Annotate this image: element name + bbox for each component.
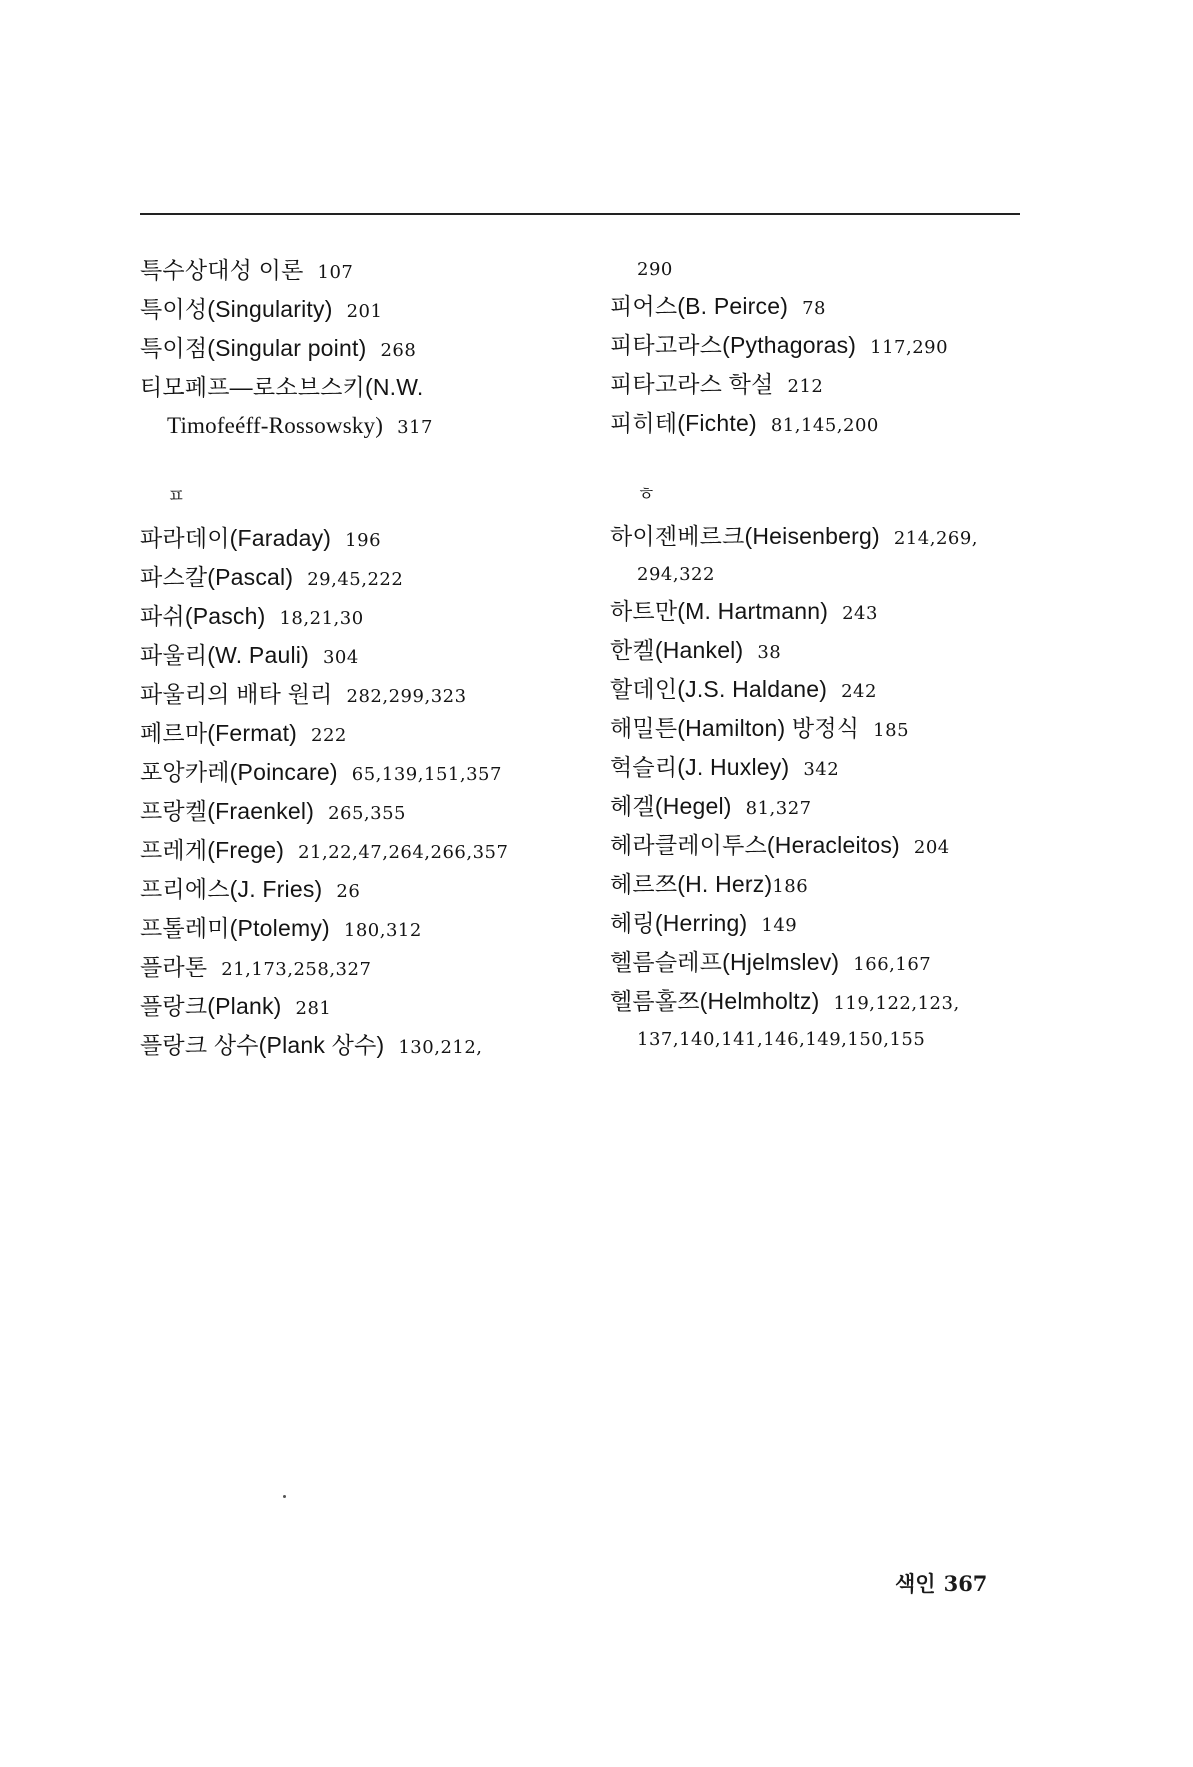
entry-term: 프톨레미(Ptolemy) [140, 915, 330, 941]
page-number: 367 [943, 1571, 988, 1596]
entry-term: 플랑크 상수(Plank 상수) [140, 1032, 385, 1058]
entry-term: 플라톤 [140, 954, 208, 980]
print-speck [283, 1495, 286, 1498]
index-entry [140, 871, 610, 910]
index-entry [140, 252, 610, 291]
index-column-left [140, 252, 610, 1066]
entry-pages: 180,312 [343, 920, 422, 941]
entry-term: 피타고라스 학설 [610, 371, 774, 397]
entry-pages-continuation: 290 [637, 259, 673, 280]
entry-pages: 81,145,200 [770, 415, 879, 436]
entry-term: 해밀튼(Hamilton) 방정식 [610, 715, 860, 741]
entry-term: 파스칼(Pascal) [140, 564, 294, 590]
entry-pages: 29,45,222 [307, 569, 404, 590]
entry-term: 포앙카레(Poincare) [140, 759, 338, 785]
index-entry [140, 1027, 610, 1066]
entry-pages: 26 [336, 881, 361, 902]
entry-pages: 212 [787, 376, 824, 397]
entry-pages: 81,327 [745, 798, 812, 819]
section-heading: ㅍ [167, 485, 186, 507]
index-entry [140, 949, 610, 988]
entry-pages: 130,212, [398, 1037, 483, 1058]
index-entry [140, 598, 610, 637]
index-entry [140, 910, 610, 949]
entry-term: 피히테(Fichte) [610, 410, 757, 436]
entry-pages: 222 [311, 725, 347, 746]
index-entry [610, 905, 1080, 944]
index-entry [140, 369, 610, 408]
entry-term: 특이점(Singular point) [140, 335, 367, 361]
entry-term: 헤링(Herring) [610, 910, 748, 936]
index-entry [140, 520, 610, 559]
entry-pages-continuation: 137,140,141,146,149,150,155 [637, 1029, 926, 1050]
index-entry [610, 788, 1080, 827]
entry-pages: 342 [803, 759, 840, 780]
index-entry [140, 793, 610, 832]
entry-term: 티모페프—로소브스키(N.W. [140, 374, 424, 400]
entry-pages-continuation: 294,322 [637, 564, 715, 585]
entry-term: 헬름홀쯔(Helmholtz) [610, 988, 820, 1014]
entry-pages: 282,299,323 [346, 686, 467, 707]
entry-term: 하이젠베르크(Heisenberg) [610, 523, 880, 549]
entry-pages: 21,22,47,264,266,357 [298, 842, 509, 863]
entry-pages: 204 [913, 837, 950, 858]
entry-pages: 265,355 [328, 803, 406, 824]
top-rule [140, 213, 1020, 215]
index-entry [610, 710, 1080, 749]
entry-pages: 196 [345, 530, 382, 551]
entry-pages: 268 [380, 340, 417, 361]
entry-pages: 78 [802, 298, 826, 319]
entry-pages: 185 [873, 720, 910, 741]
entry-pages: 149 [761, 915, 798, 936]
index-entry [140, 715, 610, 754]
entry-term: 헉슬리(J. Huxley) [610, 754, 790, 780]
index-entry [610, 405, 1080, 444]
entry-term: 한켈(Hankel) [610, 637, 744, 663]
entry-term: 헬름슬레프(Hjelmslev) [610, 949, 840, 975]
entry-pages: 281 [295, 998, 332, 1019]
footer-label: 색인 [895, 1572, 936, 1596]
entry-pages: 304 [322, 647, 359, 668]
entry-term: 파쉬(Pasch) [140, 603, 266, 629]
entry-pages: 243 [842, 603, 878, 624]
entry-pages: 186 [772, 876, 809, 897]
entry-term: 프리에스(J. Fries) [140, 876, 323, 902]
entry-pages: 166,167 [853, 954, 932, 975]
entry-pages: 21,173,258,327 [221, 959, 372, 980]
entry-term: 할데인(J.S. Haldane) [610, 676, 828, 702]
entry-pages: 117,290 [870, 337, 949, 358]
entry-term: 특수상대성 이론 [140, 257, 304, 283]
entry-pages: 65,139,151,357 [351, 764, 502, 785]
entry-term: 하트만(M. Hartmann) [610, 598, 829, 624]
index-entry [610, 327, 1080, 366]
page-footer [895, 1568, 987, 1598]
index-entry [140, 330, 610, 369]
entry-pages: 317 [397, 417, 433, 438]
index-entry [140, 988, 610, 1027]
entry-term: 특이성(Singularity) [140, 296, 333, 322]
index-entry-continuation [140, 408, 610, 446]
index-column-right [610, 252, 1080, 1058]
entry-term: 헤르쯔(H. Herz) [610, 871, 773, 897]
index-entry [610, 288, 1080, 327]
index-entry [610, 944, 1080, 983]
entry-pages: 242 [841, 681, 877, 702]
entry-term: 페르마(Fermat) [140, 720, 298, 746]
entry-term: 헤겔(Hegel) [610, 793, 732, 819]
entry-term: 피어스(B. Peirce) [610, 293, 789, 319]
index-entry [610, 593, 1080, 632]
index-entry [610, 866, 1080, 905]
index-entry [610, 749, 1080, 788]
entry-pages: 214,269, [893, 528, 979, 549]
entry-term: 파라데이(Faraday) [140, 525, 332, 551]
entry-term: 프레게(Frege) [140, 837, 285, 863]
index-entry [610, 827, 1080, 866]
index-entry [610, 671, 1080, 710]
entry-term: 헤라클레이투스(Heracleitos) [610, 832, 900, 858]
entry-term: 파울리(W. Pauli) [140, 642, 309, 668]
entry-term: 프랑켈(Fraenkel) [140, 798, 315, 824]
index-entry [140, 291, 610, 330]
index-entry [140, 832, 610, 871]
entry-term: 플랑크(Plank) [140, 993, 282, 1019]
index-entry [610, 518, 1080, 557]
section-heading: ㅎ [637, 483, 656, 505]
entry-pages: 201 [346, 301, 383, 322]
entry-pages: 119,122,123, [833, 993, 960, 1014]
index-entry [610, 983, 1080, 1022]
index-entry [140, 559, 610, 598]
entry-pages: 107 [317, 262, 354, 283]
entry-term: 파울리의 배타 원리 [140, 681, 333, 707]
index-entry [610, 366, 1080, 405]
entry-pages: 38 [757, 642, 782, 663]
index-entry [140, 676, 610, 715]
index-entry [140, 637, 610, 676]
entry-term: Timofeéff-Rossowsky) [167, 413, 384, 438]
index-entry [610, 632, 1080, 671]
entry-term: 피타고라스(Pythagoras) [610, 332, 857, 358]
entry-pages: 18,21,30 [279, 608, 364, 629]
index-entry [140, 754, 610, 793]
